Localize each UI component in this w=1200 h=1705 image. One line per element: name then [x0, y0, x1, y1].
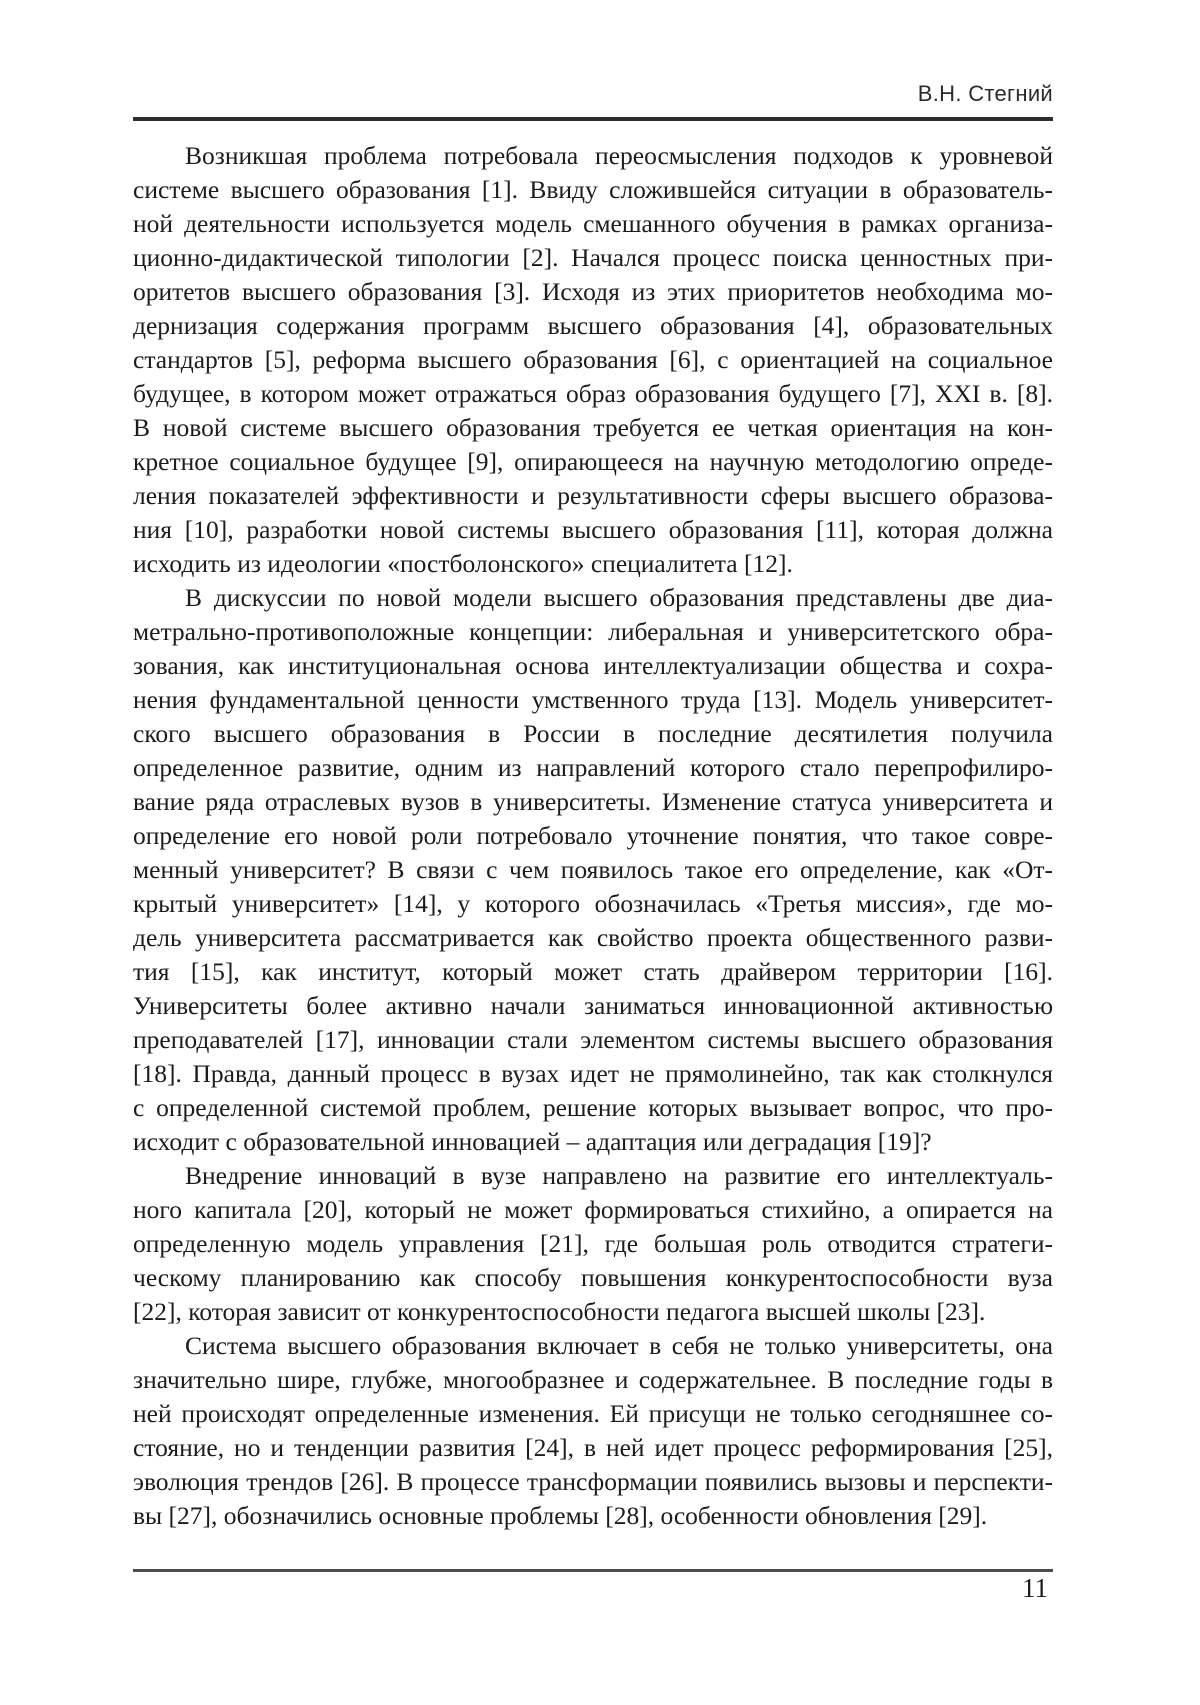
footer-rule: [133, 1569, 1053, 1572]
text-line: значительно шире, глубже, многообразнее и содержательнее. В последние годы в: [133, 1365, 1053, 1394]
text-line: исходит с образовательной инновацией – адаптация или деградация [19]?: [133, 1127, 932, 1156]
text-line: с определенной системой проблем, решение которых вызывает вопрос, что про-: [133, 1093, 1053, 1122]
header-rule: [133, 117, 1053, 121]
text-line: определенное развитие, одним из направлений которого стало перепрофилиро-: [133, 753, 1053, 782]
text-line: ния [10], разработки новой системы высшего образования [11], которая должна: [133, 515, 1053, 544]
text-line: Возникшая проблема потребовала переосмысления подходов к уровневой: [185, 141, 1053, 170]
text-line: будущее, в котором может отражаться образ образования будущего [7], XXI в. [8].: [133, 379, 1053, 408]
text-line: В дискуссии по новой модели высшего образования представлены две диа-: [185, 583, 1053, 612]
text-line: исходить из идеологии «постболонского» специалитета [12].: [133, 549, 793, 578]
text-line: кретное социальное будущее [9], опирающееся на научную методологию опреде-: [133, 447, 1053, 476]
text-line: ного капитала [20], который не может формироваться стихийно, а опирается на: [133, 1195, 1053, 1224]
text-line: ского высшего образования в России в последние десятилетия получила: [133, 719, 1053, 748]
text-line: эволюция трендов [26]. В процессе трансформации появились вызовы и перспекти-: [133, 1467, 1053, 1496]
text-line: тия [15], как институт, который может стать драйвером территории [16].: [133, 957, 1053, 986]
text-line: ческому планированию как способу повышения конкурентоспособности вуза: [133, 1263, 1053, 1292]
text-line: метрально-противоположные концепции: либеральная и университетского обра-: [133, 617, 1053, 646]
text-line: дернизация содержания программ высшего образования [4], образовательных: [133, 311, 1053, 340]
text-line: определение его новой роли потребовало уточнение понятия, что такое совре-: [133, 821, 1053, 850]
text-line: ней происходят определенные изменения. Ей присущи не только сегодняшнее со-: [133, 1399, 1053, 1428]
text-line: Университеты более активно начали заниматься инновационной активностью: [133, 991, 1053, 1020]
text-line: зования, как институциональная основа интеллектуализации общества и сохра-: [133, 651, 1053, 680]
body-text: [133, 139, 1053, 1533]
text-line: Внедрение инноваций в вузе направлено на развитие его интеллектуаль-: [185, 1161, 1053, 1190]
text-line: менный университет? В связи с чем появилось такое его определение, как «От-: [133, 855, 1053, 884]
text-line: В новой системе высшего образования требуется ее четкая ориентация на кон-: [133, 413, 1053, 442]
text-line: нения фундаментальной ценности умственного труда [13]. Модель университет-: [133, 685, 1053, 714]
text-line: стояние, но и тенденции развития [24], в ней идет процесс реформирования [25],: [133, 1433, 1053, 1462]
text-line: ления показателей эффективности и результативности сферы высшего образова-: [133, 481, 1053, 510]
text-line: определенную модель управления [21], где большая роль отводится стратеги-: [133, 1229, 1053, 1258]
text-line: вы [27], обозначились основные проблемы [28], особенности обновления [29].: [133, 1501, 988, 1530]
text-line: Система высшего образования включает в себя не только университеты, она: [185, 1331, 1053, 1360]
text-line: стандартов [5], реформа высшего образования [6], с ориентацией на социальное: [133, 345, 1053, 374]
text-line: [18]. Правда, данный процесс в вузах идет не прямолинейно, так как столкнулся: [133, 1059, 1053, 1088]
text-line: дель университета рассматривается как свойство проекта общественного разви-: [133, 923, 1053, 952]
text-line: [22], которая зависит от конкурентоспособности педагога высшей школы [23].: [133, 1297, 986, 1326]
text-line: ционно-дидактической типологии [2]. Начался процесс поиска ценностных при-: [133, 243, 1053, 272]
running-head-author: В.Н. Стегний: [917, 81, 1053, 106]
page-number: 11: [1022, 1573, 1048, 1603]
text-line: преподавателей [17], инновации стали элементом системы высшего образования: [133, 1025, 1053, 1054]
text-line: крытый университет» [14], у которого обозначилась «Третья миссия», где мо-: [133, 889, 1053, 918]
text-line: системе высшего образования [1]. Ввиду сложившейся ситуации в образователь-: [133, 175, 1053, 204]
text-line: вание ряда отраслевых вузов в университеты. Изменение статуса университета и: [133, 787, 1053, 816]
text-line: ной деятельности используется модель смешанного обучения в рамках организа-: [133, 209, 1053, 238]
text-line: оритетов высшего образования [3]. Исходя из этих приоритетов необходима мо-: [133, 277, 1053, 306]
